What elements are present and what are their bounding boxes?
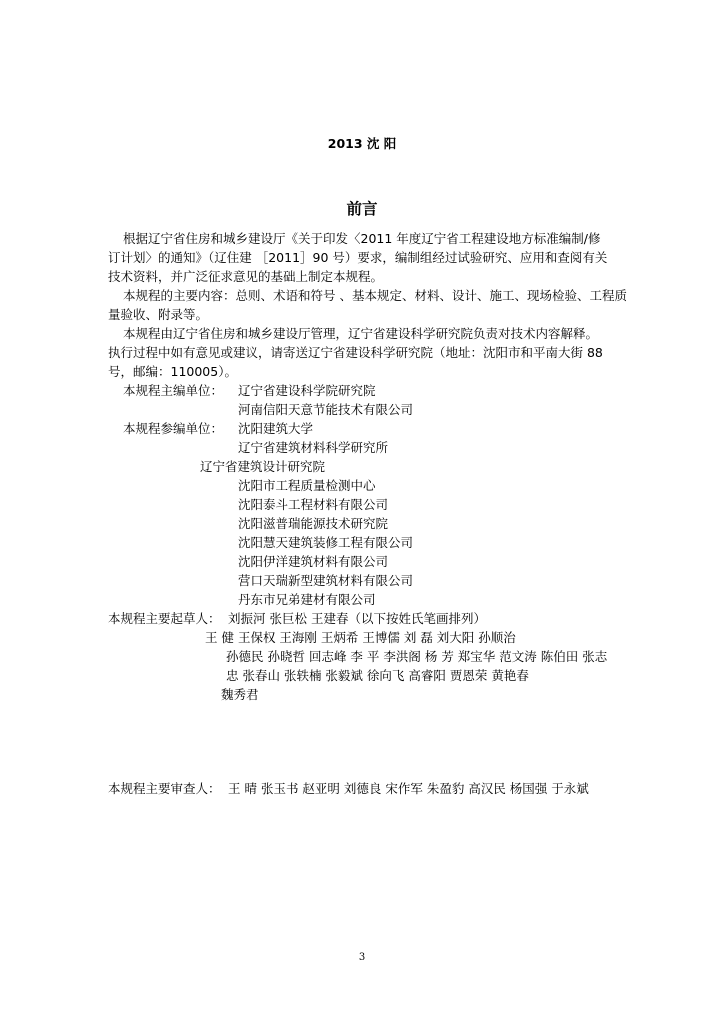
participant-unit: 沈阳伊洋建筑材料有限公司 (238, 554, 389, 569)
participant-label: 本规程参编单位： (123, 421, 224, 436)
paragraph-3-line-1: 本规程由辽宁省住房和城乡建设厅管理，辽宁省建设科学研究院负责对技术内容解释。 (123, 326, 599, 341)
paragraph-1-line-1: 根据辽宁省住房和城乡建设厅《关于印发〈2011 年度辽宁省工程建设地方标准编制/修 (123, 231, 601, 246)
drafter-names-line: 忠 张春山 张轶楠 张毅斌 徐向飞 高睿阳 贾恩荣 黄艳春 (226, 668, 529, 683)
paragraph-1-line-2: 订计划〉的通知》（辽住建 ［2011］90 号）要求，编制组经过试验研究、应用和查阅有关 (108, 250, 608, 265)
page-title: 前言 (346, 200, 378, 218)
participant-unit: 沈阳建筑大学 (238, 421, 314, 436)
chief-editor-label: 本规程主编单位： (123, 383, 224, 398)
chief-editor-unit: 河南信阳天意节能技术有限公司 (238, 402, 414, 417)
participant-unit: 丹东市兄弟建材有限公司 (238, 592, 376, 607)
drafter-names-line: 魏秀君 (221, 687, 259, 702)
paragraph-2-line-1: 本规程的主要内容：总则、术语和符号 、基本规定、材料、设计、施工、现场检验、工程质 (123, 288, 627, 303)
paragraph-3-line-2: 执行过程中如有意见或建议，请寄送辽宁省建设科学研究院（地址：沈阳市和平南大街 88 (108, 345, 603, 360)
drafter-names-line: 王 健 王保权 王海刚 王炳希 王博儒 刘 磊 刘大阳 孙顺治 (205, 630, 516, 645)
paragraph-2-line-2: 量验收、附录等。 (108, 307, 209, 322)
participant-unit: 辽宁省建筑材料科学研究所 (238, 440, 389, 455)
paragraph-3-line-3: 号，邮编：110005）。 (108, 364, 237, 379)
drafter-label: 本规程主要起草人： (108, 611, 221, 626)
drafter-lead: 刘振河 张巨松 王建春（以下按姓氏笔画排列） (228, 611, 486, 626)
drafter-names-line: 孙德民 孙晓哲 回志峰 李 平 李洪阁 杨 芳 郑宝华 范文涛 陈伯田 张志 (226, 649, 608, 664)
page-number: 3 (358, 952, 366, 963)
participant-unit: 沈阳市工程质量检测中心 (238, 478, 376, 493)
participant-unit: 沈阳泰斗工程材料有限公司 (238, 497, 389, 512)
chief-editor-unit: 辽宁省建设科学院研究院 (238, 383, 376, 398)
reviewer-names: 王 晴 张玉书 赵亚明 刘德良 宋作军 朱盈豹 高汉民 杨国强 于永斌 (228, 781, 589, 796)
participant-unit: 沈阳滋普瑞能源技术研究院 (238, 516, 389, 531)
participant-unit: 沈阳慧天建筑装修工程有限公司 (238, 535, 414, 550)
city-year-line: 2013 沈 阳 (327, 136, 397, 151)
reviewer-label: 本规程主要审查人： (108, 781, 221, 796)
participant-unit: 营口天瑞新型建筑材料有限公司 (238, 573, 414, 588)
participant-unit: 辽宁省建筑设计研究院 (200, 459, 326, 474)
paragraph-1-line-3: 技术资料，并广泛征求意见的基础上制定本规程。 (108, 269, 384, 284)
